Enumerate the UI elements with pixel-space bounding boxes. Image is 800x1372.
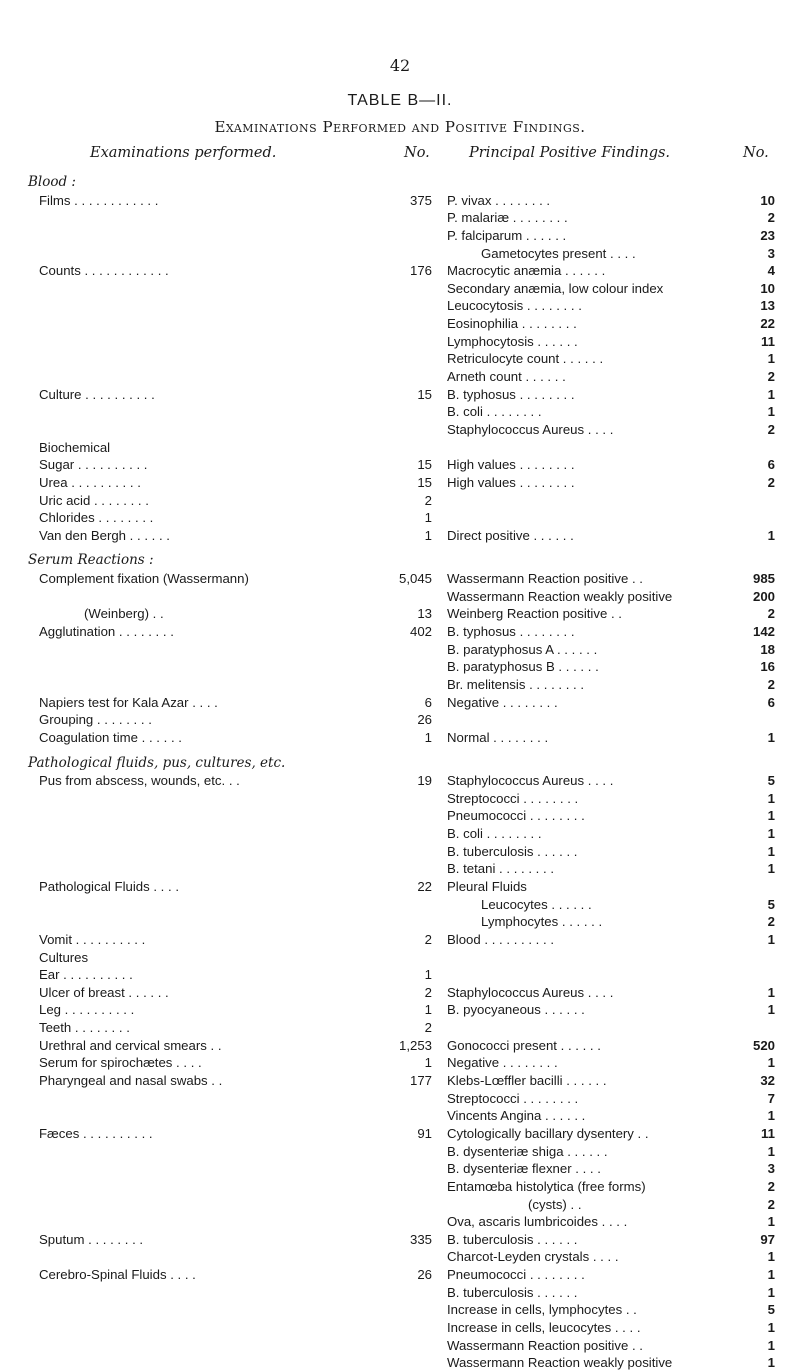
table-row	[0, 896, 800, 914]
positive-finding: Gonococci present . . . . . .	[447, 1037, 601, 1053]
finding-count: 1	[767, 1284, 775, 1300]
positive-finding: Negative . . . . . . . .	[447, 1055, 558, 1071]
finding-count: 2	[767, 210, 775, 226]
examination-count: 375	[409, 192, 432, 208]
examination-count: 176	[409, 263, 432, 279]
finding-count: 1	[767, 1108, 775, 1124]
positive-finding: Retriculocyte count . . . . . .	[447, 351, 604, 367]
positive-finding: B. tuberculosis . . . . . .	[447, 1284, 578, 1300]
examination-label: Cerebro-Spinal Fluids . . . .	[39, 1267, 196, 1283]
positive-finding: B. paratyphosus A . . . . . .	[447, 641, 598, 657]
examination-count: 2	[424, 984, 432, 1000]
table-row	[0, 1319, 800, 1337]
positive-finding: Wassermann Reaction weakly positive	[447, 588, 673, 604]
examination-label: Grouping . . . . . . . .	[39, 712, 152, 728]
finding-count: 97	[760, 1231, 775, 1247]
finding-count: 2	[767, 914, 775, 930]
positive-finding: Staphylococcus Aureus . . . .	[447, 773, 614, 789]
positive-finding: Secondary anæmia, low colour index	[447, 280, 664, 296]
finding-count: 6	[767, 457, 775, 473]
positive-finding: Vincents Angina . . . . . .	[447, 1108, 586, 1124]
examination-count: 1	[424, 510, 432, 526]
header-findings: Principal Positive Findings.	[469, 145, 671, 161]
header-examinations: Examinations performed.	[90, 145, 277, 161]
table-row	[0, 570, 800, 588]
table-row	[0, 1196, 800, 1214]
header-no-findings: No.	[743, 145, 769, 161]
table-row	[0, 1231, 800, 1249]
examination-label: (Weinberg) . .	[84, 606, 164, 622]
table-title: TABLE B—II.	[347, 92, 453, 109]
finding-count: 1	[767, 404, 775, 420]
positive-finding: B. pyocyaneous . . . . . .	[447, 1002, 585, 1018]
table-row	[0, 949, 800, 967]
positive-finding: B. tuberculosis . . . . . .	[447, 1231, 578, 1247]
examination-count: 1	[424, 527, 432, 543]
finding-count: 142	[752, 624, 775, 640]
examination-label: Fæces . . . . . . . . . .	[39, 1125, 153, 1141]
header-no: No.	[404, 145, 430, 161]
finding-count: 6	[767, 694, 775, 710]
finding-count: 520	[752, 1037, 775, 1053]
table-row	[0, 297, 800, 315]
positive-finding: B. tuberculosis . . . . . .	[447, 843, 578, 859]
positive-finding: Streptococci . . . . . . . .	[447, 1090, 579, 1106]
table-row	[0, 807, 800, 825]
positive-finding: Leucocytes . . . . . .	[481, 896, 592, 912]
finding-count: 11	[761, 333, 775, 349]
positive-finding: B. paratyphosus B . . . . . .	[447, 659, 599, 675]
examination-count: 19	[417, 773, 432, 789]
table-row	[0, 984, 800, 1002]
positive-finding: B. dysenteriæ flexner . . . .	[447, 1161, 601, 1177]
positive-finding: Increase in cells, leucocytes . . . .	[447, 1320, 641, 1335]
examination-label: Serum for spirochætes . . . .	[39, 1055, 202, 1071]
table-row	[0, 931, 800, 949]
table-row	[0, 747, 800, 755]
examination-label: Vomit . . . . . . . . . .	[39, 931, 146, 947]
table-row	[0, 456, 800, 474]
finding-count: 200	[752, 588, 775, 604]
examination-label: Pus from abscess, wounds, etc. . .	[39, 773, 240, 789]
examination-label: Pharyngeal and nasal swabs . .	[39, 1073, 223, 1089]
positive-finding: P. malariæ . . . . . . . .	[447, 210, 568, 226]
examination-label: Counts . . . . . . . . . . . .	[39, 263, 169, 279]
table-row	[0, 641, 800, 659]
positive-finding: B. typhosus . . . . . . . .	[447, 386, 575, 402]
finding-count: 3	[767, 245, 775, 261]
table-row	[0, 623, 800, 641]
finding-count: 2	[767, 606, 775, 622]
table-row	[0, 1019, 800, 1037]
table-row	[0, 860, 800, 878]
section-heading: Serum Reactions :	[28, 552, 154, 569]
table-row	[0, 588, 800, 606]
examination-count: 15	[417, 457, 432, 473]
examination-label: Complement fixation (Wassermann)	[39, 571, 249, 587]
finding-count: 1	[767, 1055, 775, 1071]
table-row	[0, 439, 800, 457]
table-row	[0, 544, 800, 552]
examination-count: 15	[417, 474, 432, 490]
finding-count: 1	[767, 729, 775, 745]
positive-finding: P. falciparum . . . . . .	[447, 227, 567, 243]
table-row	[0, 1213, 800, 1231]
positive-finding: Lymphocytosis . . . . . .	[447, 333, 578, 349]
table-row	[0, 527, 800, 545]
examination-count: 22	[417, 878, 432, 894]
positive-finding: High values . . . . . . . .	[447, 457, 575, 473]
positive-finding: B. coli . . . . . . . .	[447, 404, 542, 420]
finding-count: 5	[767, 1302, 775, 1318]
positive-finding: Leucocytosis . . . . . . . .	[447, 298, 582, 314]
table-row	[0, 1266, 800, 1284]
finding-count: 3	[767, 1161, 775, 1177]
examination-label: Urea . . . . . . . . . .	[39, 474, 141, 490]
page-number: 42	[389, 56, 411, 75]
positive-finding: Wassermann Reaction weakly positive	[447, 1355, 673, 1371]
finding-count: 10	[760, 280, 775, 296]
examination-label: Teeth . . . . . . . .	[39, 1020, 130, 1036]
table-subtitle: Examinations Performed and Positive Findings.	[214, 118, 586, 136]
section-heading: Blood :	[28, 174, 76, 190]
examination-count: 2	[424, 492, 432, 508]
table-row	[0, 262, 800, 280]
finding-count: 985	[752, 571, 775, 587]
examination-count: 2	[424, 931, 432, 947]
examination-label: Sputum . . . . . . . .	[39, 1231, 144, 1247]
table-row	[0, 1054, 800, 1072]
table-row	[0, 676, 800, 694]
examination-count: 6	[424, 694, 432, 710]
table-row	[0, 772, 800, 790]
section-heading: Pathological fluids, pus, cultures, etc.	[28, 754, 286, 771]
finding-count: 32	[760, 1073, 775, 1089]
positive-finding: Cytologically bacillary dysentery . .	[447, 1125, 649, 1141]
finding-count: 1	[767, 1002, 775, 1018]
table-row	[0, 1178, 800, 1196]
positive-finding: Staphylococcus Aureus . . . .	[447, 421, 614, 437]
finding-count: 2	[767, 1178, 775, 1194]
table-row	[0, 245, 800, 263]
table-row	[0, 1160, 800, 1178]
table-row	[0, 474, 800, 492]
finding-count: 2	[767, 474, 775, 490]
finding-count: 1	[767, 1320, 775, 1335]
positive-finding: B. coli . . . . . . . .	[447, 826, 542, 842]
table-row	[0, 192, 800, 210]
examination-count: 5,045	[398, 571, 432, 587]
finding-count: 1	[767, 1337, 775, 1353]
examination-count: 1	[424, 1055, 432, 1071]
table-row	[0, 966, 800, 984]
finding-count: 4	[767, 263, 775, 279]
positive-finding: B. tetani . . . . . . . .	[447, 861, 555, 877]
finding-count: 1	[767, 826, 775, 842]
finding-count: 1	[767, 1355, 775, 1371]
table-row	[0, 227, 800, 245]
examination-label: Cultures	[39, 949, 89, 965]
table-row	[0, 1284, 800, 1302]
positive-finding: Lymphocytes . . . . . .	[481, 914, 603, 930]
positive-finding: (cysts) . .	[528, 1196, 582, 1212]
examination-label: Urethral and cervical smears . .	[39, 1037, 222, 1053]
table-row	[0, 368, 800, 386]
positive-finding: Gametocytes present . . . .	[481, 245, 636, 261]
positive-finding: Wassermann Reaction positive . .	[447, 571, 643, 587]
examination-label: Van den Bergh . . . . . .	[39, 527, 170, 543]
table-row	[0, 509, 800, 527]
examination-count: 1	[424, 1002, 432, 1018]
finding-count: 1	[767, 527, 775, 543]
finding-count: 1	[767, 931, 775, 947]
positive-finding: Pleural Fluids	[447, 878, 527, 894]
positive-finding: Blood . . . . . . . . . .	[447, 931, 555, 947]
table-row	[0, 1248, 800, 1266]
finding-count: 1	[767, 1214, 775, 1230]
positive-finding: B. dysenteriæ shiga . . . . . .	[447, 1143, 608, 1159]
examination-count: 1	[424, 729, 432, 745]
table-row	[0, 1337, 800, 1355]
positive-finding: Staphylococcus Aureus . . . .	[447, 984, 614, 1000]
finding-count: 1	[767, 1143, 775, 1159]
positive-finding: Ova, ascaris lumbricoides . . . .	[447, 1214, 628, 1230]
table-row	[0, 1301, 800, 1319]
examination-label: Sugar . . . . . . . . . .	[39, 457, 148, 473]
table-row	[0, 658, 800, 676]
examination-label: Biochemical	[39, 439, 111, 455]
positive-finding: Arneth count . . . . . .	[447, 369, 566, 385]
table-row	[0, 825, 800, 843]
table-row	[0, 1125, 800, 1143]
positive-finding: Pneumococci . . . . . . . .	[447, 808, 585, 824]
positive-finding: Normal . . . . . . . .	[447, 729, 549, 745]
examination-count: 335	[409, 1231, 432, 1247]
finding-count: 2	[767, 1196, 775, 1212]
table-row	[0, 1037, 800, 1055]
examination-count: 91	[417, 1125, 432, 1141]
finding-count: 1	[767, 1267, 775, 1283]
positive-finding: Streptococci . . . . . . . .	[447, 790, 579, 806]
finding-count: 22	[760, 316, 775, 332]
table-row	[0, 1107, 800, 1125]
positive-finding: Klebs-Lœffler bacilli . . . . . .	[447, 1073, 607, 1089]
examination-count: 402	[409, 624, 432, 640]
positive-finding: High values . . . . . . . .	[447, 474, 575, 490]
examination-count: 26	[417, 1267, 432, 1283]
examination-count: 1,253	[398, 1037, 432, 1053]
table-row	[0, 711, 800, 729]
positive-finding: Br. melitensis . . . . . . . .	[447, 676, 585, 692]
positive-finding: Charcot-Leyden crystals . . . .	[447, 1249, 619, 1265]
table-row	[0, 843, 800, 861]
examination-label: Ear . . . . . . . . . .	[39, 967, 133, 983]
finding-count: 1	[767, 861, 775, 877]
examination-count: 13	[417, 606, 432, 622]
examination-label: Leg . . . . . . . . . .	[39, 1002, 135, 1018]
examination-count: 177	[409, 1073, 432, 1089]
positive-finding: B. typhosus . . . . . . . .	[447, 624, 575, 640]
examination-label: Agglutination . . . . . . . .	[39, 624, 174, 640]
positive-finding: Eosinophilia . . . . . . . .	[447, 316, 577, 332]
finding-count: 13	[760, 298, 775, 314]
table-row	[0, 694, 800, 712]
positive-finding: P. vivax . . . . . . . .	[447, 192, 551, 208]
finding-count: 1	[767, 808, 775, 824]
finding-count: 2	[767, 369, 775, 385]
table-row	[0, 790, 800, 808]
finding-count: 23	[760, 227, 775, 243]
table-row	[0, 1143, 800, 1161]
table-row	[0, 421, 800, 439]
examination-label: Chlorides . . . . . . . .	[39, 510, 154, 526]
positive-finding: Wassermann Reaction positive . .	[447, 1337, 643, 1353]
examination-label: Napiers test for Kala Azar . . . .	[39, 694, 218, 710]
positive-finding: Entamœba histolytica (free forms)	[447, 1178, 646, 1194]
findings-table	[0, 174, 800, 1372]
table-row	[0, 492, 800, 510]
examination-count: 2	[424, 1020, 432, 1036]
table-row	[0, 209, 800, 227]
positive-finding: Direct positive . . . . . .	[447, 527, 574, 543]
table-row	[0, 755, 800, 773]
examination-label: Uric acid . . . . . . . .	[39, 492, 149, 508]
table-row	[0, 386, 800, 404]
positive-finding: Macrocytic anæmia . . . . . .	[447, 263, 606, 279]
finding-count: 5	[767, 896, 775, 912]
table-row	[0, 174, 800, 192]
table-row	[0, 1090, 800, 1108]
table-row	[0, 1072, 800, 1090]
examination-label: Culture . . . . . . . . . .	[39, 386, 155, 402]
positive-finding: Weinberg Reaction positive . .	[447, 606, 622, 622]
table-row	[0, 552, 800, 570]
examination-label: Pathological Fluids . . . .	[39, 878, 180, 894]
finding-count: 2	[767, 421, 775, 437]
table-row	[0, 315, 800, 333]
finding-count: 18	[760, 641, 775, 657]
table-row	[0, 729, 800, 747]
finding-count: 1	[767, 1249, 775, 1265]
positive-finding: Increase in cells, lymphocytes . .	[447, 1302, 637, 1318]
table-row	[0, 913, 800, 931]
finding-count: 11	[761, 1125, 775, 1141]
table-row	[0, 1354, 800, 1372]
table-row	[0, 333, 800, 351]
finding-count: 2	[767, 676, 775, 692]
positive-finding: Negative . . . . . . . .	[447, 694, 558, 710]
finding-count: 16	[760, 659, 775, 675]
finding-count: 1	[767, 386, 775, 402]
examination-label: Coagulation time . . . . . .	[39, 729, 182, 745]
table-row	[0, 605, 800, 623]
table-row	[0, 280, 800, 298]
finding-count: 1	[767, 351, 775, 367]
table-row	[0, 350, 800, 368]
finding-count: 10	[760, 192, 775, 208]
table-row	[0, 403, 800, 421]
examination-label: Ulcer of breast . . . . . .	[39, 984, 169, 1000]
examination-label: Films . . . . . . . . . . . .	[39, 192, 159, 208]
finding-count: 7	[767, 1090, 775, 1106]
finding-count: 1	[767, 790, 775, 806]
finding-count: 1	[767, 984, 775, 1000]
table-row	[0, 878, 800, 896]
table-row	[0, 1001, 800, 1019]
positive-finding: Pneumococci . . . . . . . .	[447, 1267, 585, 1283]
examination-count: 1	[424, 967, 432, 983]
examination-count: 15	[417, 386, 432, 402]
finding-count: 5	[767, 773, 775, 789]
examination-count: 26	[417, 712, 432, 728]
finding-count: 1	[767, 843, 775, 859]
